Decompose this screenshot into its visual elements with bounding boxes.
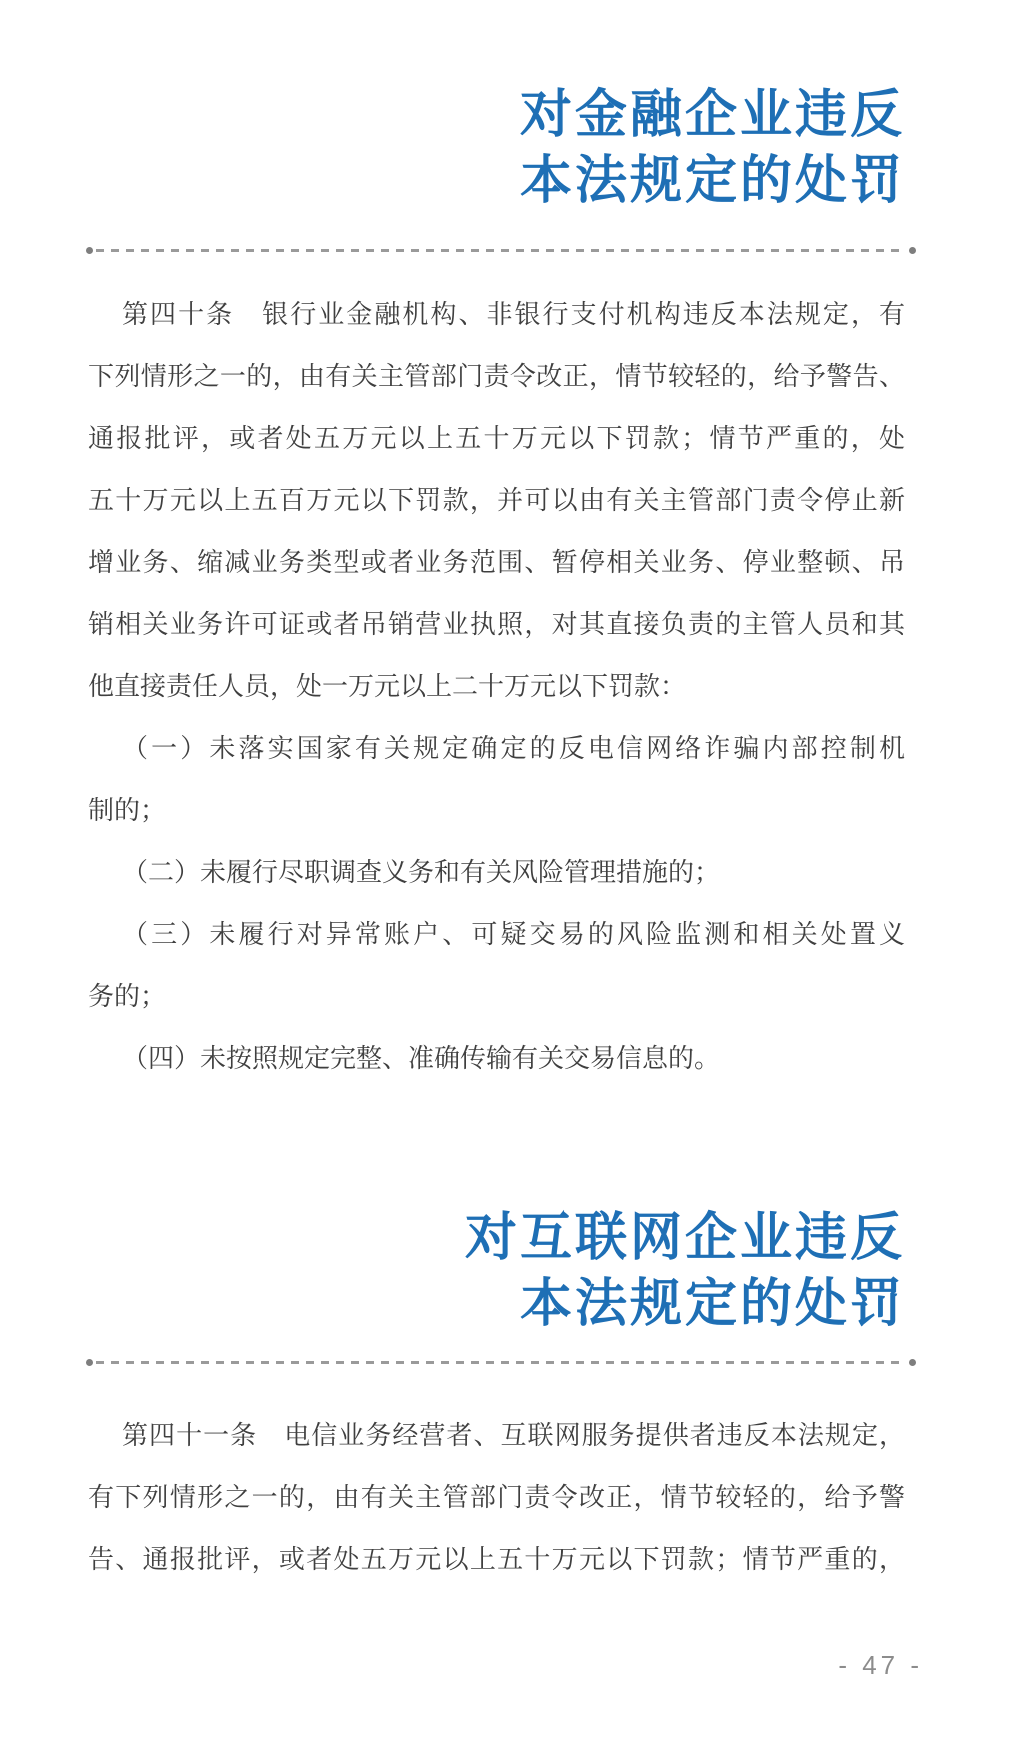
text-line: （一）未落实国家有关规定确定的反电信网络诈骗内部控制机 xyxy=(122,733,905,763)
article-40-text xyxy=(88,283,905,1089)
text-line: （三）未履行对异常账户、可疑交易的风险监测和相关处置义 xyxy=(122,919,905,949)
text-line: 他直接责任人员，处一万元以上二十万元以下罚款： xyxy=(88,671,687,701)
section-heading-internet xyxy=(465,1205,905,1337)
section-heading-financial xyxy=(520,82,905,214)
text-line: 第四十一条 电信业务经营者、互联网服务提供者违反本法规定， xyxy=(122,1420,905,1450)
divider-dashes xyxy=(96,249,906,252)
heading-line: 本法规定的处罚 xyxy=(519,1275,905,1333)
dashed-divider xyxy=(86,1359,916,1365)
text-line: 增业务、缩减业务类型或者业务范围、暂停相关业务、停业整顿、吊 xyxy=(88,547,905,577)
page-number: - 47 - xyxy=(838,1650,923,1680)
divider-end-dot xyxy=(86,247,93,254)
divider-end-dot xyxy=(86,1359,93,1366)
dashed-divider xyxy=(86,247,916,253)
text-line: 下列情形之一的，由有关主管部门责令改正，情节较轻的，给予警告、 xyxy=(88,361,905,391)
article-41-text xyxy=(88,1404,905,1590)
text-line: 通报批评，或者处五万元以上五十万元以下罚款；情节严重的，处 xyxy=(88,423,905,453)
heading-line: 对金融企业违反 xyxy=(519,86,905,144)
text-line: 制的； xyxy=(88,795,167,825)
text-line: 第四十条 银行业金融机构、非银行支付机构违反本法规定，有 xyxy=(122,299,905,329)
text-line: 务的； xyxy=(88,981,167,1011)
text-line: （二）未履行尽职调查义务和有关风险管理措施的； xyxy=(122,857,721,887)
heading-line: 对互联网企业违反 xyxy=(464,1209,905,1267)
divider-dashes xyxy=(96,1361,906,1364)
heading-line: 本法规定的处罚 xyxy=(519,152,905,210)
divider-end-dot xyxy=(909,247,916,254)
text-line: 有下列情形之一的，由有关主管部门责令改正，情节较轻的，给予警 xyxy=(88,1482,905,1512)
text-line: 告、通报批评，或者处五万元以上五十万元以下罚款；情节严重的， xyxy=(88,1544,905,1574)
divider-end-dot xyxy=(909,1359,916,1366)
text-line: 五十万元以上五百万元以下罚款，并可以由有关主管部门责令停止新 xyxy=(88,485,905,515)
text-line: （四）未按照规定完整、准确传输有关交易信息的。 xyxy=(122,1043,721,1073)
text-line: 销相关业务许可证或者吊销营业执照，对其直接负责的主管人员和其 xyxy=(88,609,905,639)
